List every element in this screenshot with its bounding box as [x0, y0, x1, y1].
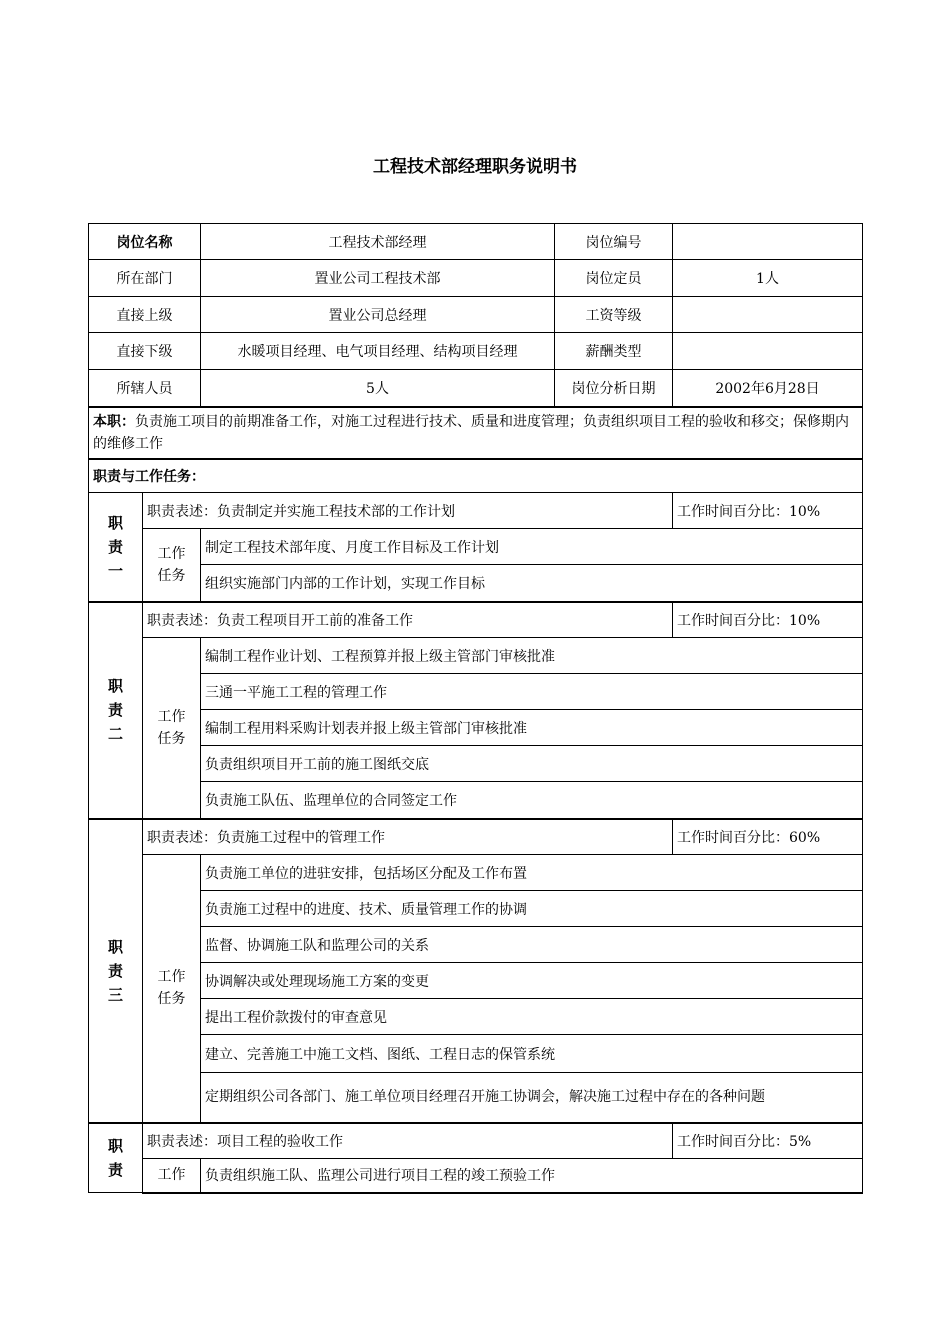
duty-1-task-2: 组织实施部门内部的工作计划，实现工作目标	[201, 565, 863, 602]
duty-1-task-1: 制定工程技术部年度、月度工作目标及工作计划	[201, 529, 863, 565]
duty-1-description: 职责表述：负责制定并实施工程技术部的工作计划	[143, 493, 673, 529]
superior-value: 置业公司总经理	[201, 297, 555, 333]
duty-3-task-7: 定期组织公司各部门、施工单位项目经理召开施工协调会，解决施工过程中存在的各种问题	[201, 1073, 863, 1123]
page-title: 工程技术部经理职务说明书	[373, 157, 577, 177]
duty-2-description: 职责表述：负责工程项目开工前的准备工作	[143, 602, 673, 638]
duty-2-task-4: 负责组织项目开工前的施工图纸交底	[201, 746, 863, 782]
duty-3-task-label: 工作 任务	[143, 855, 201, 1123]
duty-4-task-1: 负责组织施工队、监理公司进行项目工程的竣工预验工作	[201, 1159, 863, 1193]
position-code-value	[673, 224, 863, 260]
duty-2-task-label: 工作 任务	[143, 638, 201, 819]
duty-2-task-1: 编制工程作业计划、工程预算并报上级主管部门审核批准	[201, 638, 863, 674]
summary-label: 本职：	[93, 413, 135, 430]
position-name-value: 工程技术部经理	[201, 224, 555, 260]
duty-3-task-6: 建立、完善施工中施工文档、图纸、工程日志的保管系统	[201, 1035, 863, 1073]
duty-3-description: 职责表述：负责施工过程中的管理工作	[143, 819, 673, 855]
subordinate-value: 水暖项目经理、电气项目经理、结构项目经理	[201, 333, 555, 370]
duty-1-percent: 工作时间百分比：10%	[673, 493, 863, 529]
duty-4-task-label: 工作	[143, 1159, 201, 1193]
duty-4-name: 职责	[89, 1123, 143, 1193]
dept-label: 所在部门	[89, 260, 201, 297]
position-code-label: 岗位编号	[555, 224, 673, 260]
staff-label: 所辖人员	[89, 370, 201, 407]
duty-2-task-3: 编制工程用料采购计划表并报上级主管部门审核批准	[201, 710, 863, 746]
duty-3-task-1: 负责施工单位的进驻安排，包括场区分配及工作布置	[201, 855, 863, 891]
summary-cell	[89, 407, 863, 459]
duty-2-task-2: 三通一平施工工程的管理工作	[201, 674, 863, 710]
duty-3-task-5: 提出工程价款拨付的审查意见	[201, 999, 863, 1035]
headcount-value: 1人	[673, 260, 863, 297]
position-name-label: 岗位名称	[89, 224, 201, 260]
duty-1-name: 职 责 一	[89, 493, 143, 602]
summary-text: 负责施工项目的前期准备工作，对施工过程进行技术、质量和进度管理；负责组织项目工程的验收和移交；保修期内的维修工作	[93, 413, 849, 452]
salary-grade-label: 工资等级	[555, 297, 673, 333]
analysis-date-value: 2002年6月28日	[673, 370, 863, 407]
staff-value: 5人	[201, 370, 555, 407]
duty-1-task-label: 工作 任务	[143, 529, 201, 602]
pay-type-label: 薪酬类型	[555, 333, 673, 370]
duty-4-percent: 工作时间百分比：5%	[673, 1123, 863, 1159]
dept-value: 置业公司工程技术部	[201, 260, 555, 297]
salary-grade-value	[673, 297, 863, 333]
analysis-date-label: 岗位分析日期	[555, 370, 673, 407]
duty-3-task-3: 监督、协调施工队和监理公司的关系	[201, 927, 863, 963]
duty-4-description: 职责表述：项目工程的验收工作	[143, 1123, 673, 1159]
duties-heading: 职责与工作任务：	[89, 459, 863, 493]
duty-2-name: 职 责 二	[89, 602, 143, 819]
headcount-label: 岗位定员	[555, 260, 673, 297]
duty-3-task-4: 协调解决或处理现场施工方案的变更	[201, 963, 863, 999]
job-description-table	[88, 223, 863, 1194]
superior-label: 直接上级	[89, 297, 201, 333]
subordinate-label: 直接下级	[89, 333, 201, 370]
duty-2-task-5: 负责施工队伍、监理单位的合同签定工作	[201, 782, 863, 819]
duty-3-name: 职 责 三	[89, 819, 143, 1123]
duty-3-task-2: 负责施工过程中的进度、技术、质量管理工作的协调	[201, 891, 863, 927]
pay-type-value	[673, 333, 863, 370]
duty-2-percent: 工作时间百分比：10%	[673, 602, 863, 638]
duty-3-percent: 工作时间百分比：60%	[673, 819, 863, 855]
